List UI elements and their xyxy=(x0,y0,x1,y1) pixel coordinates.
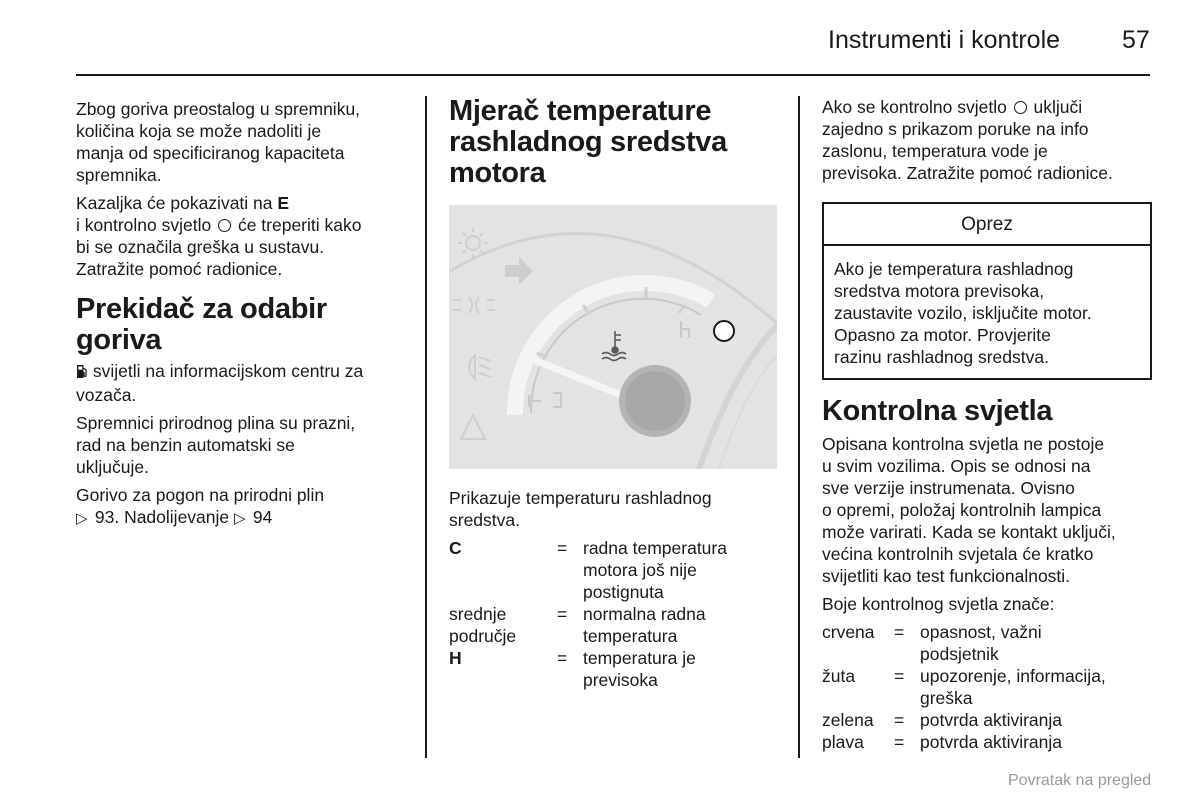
text-line xyxy=(76,214,412,236)
text-line: Zatražite pomoć radionice. xyxy=(76,259,283,279)
definition-term: plava xyxy=(822,732,864,752)
control-light-icon xyxy=(218,219,231,232)
definition-equals: = xyxy=(557,648,568,668)
text-run: svijetli na informacijskom centru za xyxy=(88,361,364,381)
definition-equals: = xyxy=(894,622,905,642)
caution-body xyxy=(824,246,1150,378)
page-number: 57 xyxy=(1122,26,1150,54)
definition-term: žuta xyxy=(822,666,856,686)
light-color-list xyxy=(822,621,1152,753)
heading-line: motora xyxy=(449,157,546,189)
definition-term xyxy=(449,537,557,603)
reference-arrow-icon: ▷ xyxy=(234,510,246,527)
heading-line: Mjerač temperature xyxy=(449,95,712,127)
text-line: manja od specificiranog kapaciteta xyxy=(76,143,345,163)
text-line: normalna radna xyxy=(583,604,706,624)
text-line: razinu rashladnog sredstva. xyxy=(834,347,1049,367)
overheat-paragraph xyxy=(822,96,1152,184)
text-line: opasnost, važni xyxy=(920,622,1042,642)
page-ref-link[interactable]: 94 xyxy=(252,507,273,527)
text-line: količina koja se može nadoliti je xyxy=(76,121,322,141)
column-divider-2 xyxy=(798,96,800,758)
text-line: sredstva motora previsoka, xyxy=(834,281,1045,301)
definition-equals: = xyxy=(894,710,905,730)
gas-empty-paragraph xyxy=(76,412,412,478)
definition-row xyxy=(822,621,1152,665)
coolant-gauge-image xyxy=(449,205,777,469)
term-text: srednje xyxy=(449,604,507,624)
text-line: zaustavite vozilo, isključite motor. xyxy=(834,303,1092,323)
caution-title: Oprez xyxy=(824,204,1150,246)
heading-line: rashladnog sredstva xyxy=(449,126,727,158)
text-line: temperatura je xyxy=(583,648,696,668)
fuel-selector-paragraph xyxy=(76,360,412,406)
text-line: vozača. xyxy=(76,385,137,405)
definition-desc: potvrda aktiviranja xyxy=(920,732,1063,752)
text-line: uključuje. xyxy=(76,457,149,477)
text-line: sredstva. xyxy=(449,510,520,530)
reference-arrow-icon: ▷ xyxy=(76,510,88,527)
text-run: i kontrolno svjetlo xyxy=(76,215,217,235)
gauge-caption xyxy=(449,487,779,531)
text-line: zaslonu, temperatura vode je xyxy=(822,141,1048,161)
text-line: Gorivo za pogon na prirodni plin xyxy=(76,485,325,505)
back-to-overview-link[interactable]: Povratak na pregled xyxy=(1008,772,1152,789)
text-line: spremnika. xyxy=(76,165,162,185)
definition-equals: = xyxy=(557,604,568,624)
column-2 xyxy=(449,96,779,691)
text-line: Opasno za motor. Provjerite xyxy=(834,325,1051,345)
definition-term xyxy=(449,603,557,647)
text-line xyxy=(76,360,412,384)
header-divider xyxy=(76,74,1150,76)
definition-equals: = xyxy=(557,538,568,558)
empty-marker: E xyxy=(277,193,290,213)
text-line: radna temperatura xyxy=(583,538,727,558)
definition-equals: = xyxy=(894,666,905,686)
text-line: sve verzije instrumenata. Ovisno xyxy=(822,478,1075,498)
text-line: većina kontrolnih svjetala će kratko xyxy=(822,544,1094,564)
text-line: previsoka. Zatražite pomoć radionice. xyxy=(822,163,1113,183)
text-line: Zbog goriva preostalog u spremniku, xyxy=(76,99,361,119)
text-line: previsoka xyxy=(583,670,658,690)
text-line: Spremnici prirodnog plina su prazni, xyxy=(76,413,356,433)
column-1 xyxy=(76,98,412,536)
definition-row xyxy=(449,537,779,603)
text-run: uključi xyxy=(1028,97,1083,117)
fuel-selector-heading: Prekidač za odabir goriva xyxy=(76,293,327,356)
definition-row xyxy=(822,709,1152,731)
text-line: upozorenje, informacija, xyxy=(920,666,1106,686)
definition-term: crvena xyxy=(822,622,875,642)
text-run: Ako se kontrolno svjetlo xyxy=(822,97,1012,117)
control-lights-paragraph xyxy=(822,433,1152,587)
temperature-warning-light-icon xyxy=(714,321,734,341)
colors-intro: Boje kontrolnog svjetla znače: xyxy=(822,594,1055,614)
text-line: motora još nije xyxy=(583,560,697,580)
text-run: će treperiti kako xyxy=(233,215,362,235)
coolant-gauge-heading xyxy=(449,96,779,189)
text-line: svijetliti kao test funkcionalnosti. xyxy=(822,566,1071,586)
text-line: može varirati. Kada se kontakt uključi, xyxy=(822,522,1116,542)
definition-row xyxy=(822,665,1152,709)
column-3 xyxy=(822,96,1152,753)
control-light-icon xyxy=(1014,101,1027,114)
definition-desc xyxy=(583,537,779,603)
text-run: Kazaljka će pokazivati na xyxy=(76,193,278,213)
term-text: područje xyxy=(449,626,517,646)
column-divider-1 xyxy=(425,96,427,758)
text-line xyxy=(76,506,412,530)
text-line: podsjetnik xyxy=(920,644,999,664)
text-line xyxy=(76,192,412,214)
text-line: postignuta xyxy=(583,582,664,602)
text-line: zajedno s prikazom poruke na info xyxy=(822,119,1089,139)
text-line xyxy=(822,96,1152,118)
text-line: o opremi, položaj kontrolnih lampica xyxy=(822,500,1102,520)
definition-desc xyxy=(583,647,779,691)
text-line: u svim vozilima. Opis se odnosi na xyxy=(822,456,1091,476)
definition-desc: potvrda aktiviranja xyxy=(920,710,1063,730)
definition-desc xyxy=(583,603,779,647)
fuel-capacity-paragraph xyxy=(76,98,412,186)
page-ref-link[interactable]: 93. Nadolijevanje xyxy=(94,507,234,527)
gauge-hub-inner xyxy=(625,371,685,431)
term-text: H xyxy=(449,648,462,668)
definition-row xyxy=(449,603,779,647)
definition-desc xyxy=(920,665,1152,709)
control-lights-heading: Kontrolna svjetla xyxy=(822,395,1053,427)
text-line: bi se označila greška u sustavu. xyxy=(76,237,325,257)
text-line: Prikazuje temperaturu rashladnog xyxy=(449,488,712,508)
caution-box xyxy=(822,202,1152,380)
fuel-pump-icon xyxy=(76,362,88,384)
natural-gas-reference xyxy=(76,484,412,530)
term-text: C xyxy=(449,538,462,558)
definition-term xyxy=(449,647,557,691)
definition-equals: = xyxy=(894,732,905,752)
text-line: temperatura xyxy=(583,626,678,646)
definition-desc xyxy=(920,621,1152,665)
definition-row xyxy=(822,731,1152,753)
gauge-definition-list xyxy=(449,537,779,691)
fuel-empty-paragraph xyxy=(76,192,412,280)
definition-term: zelena xyxy=(822,710,874,730)
text-line: Ako je temperatura rashladnog xyxy=(834,259,1074,279)
text-line: rad na benzin automatski se xyxy=(76,435,295,455)
page-section-title: Instrumenti i kontrole xyxy=(828,26,1061,54)
text-line: greška xyxy=(920,688,973,708)
definition-row xyxy=(449,647,779,691)
text-line: Opisana kontrolna svjetla ne postoje xyxy=(822,434,1105,454)
